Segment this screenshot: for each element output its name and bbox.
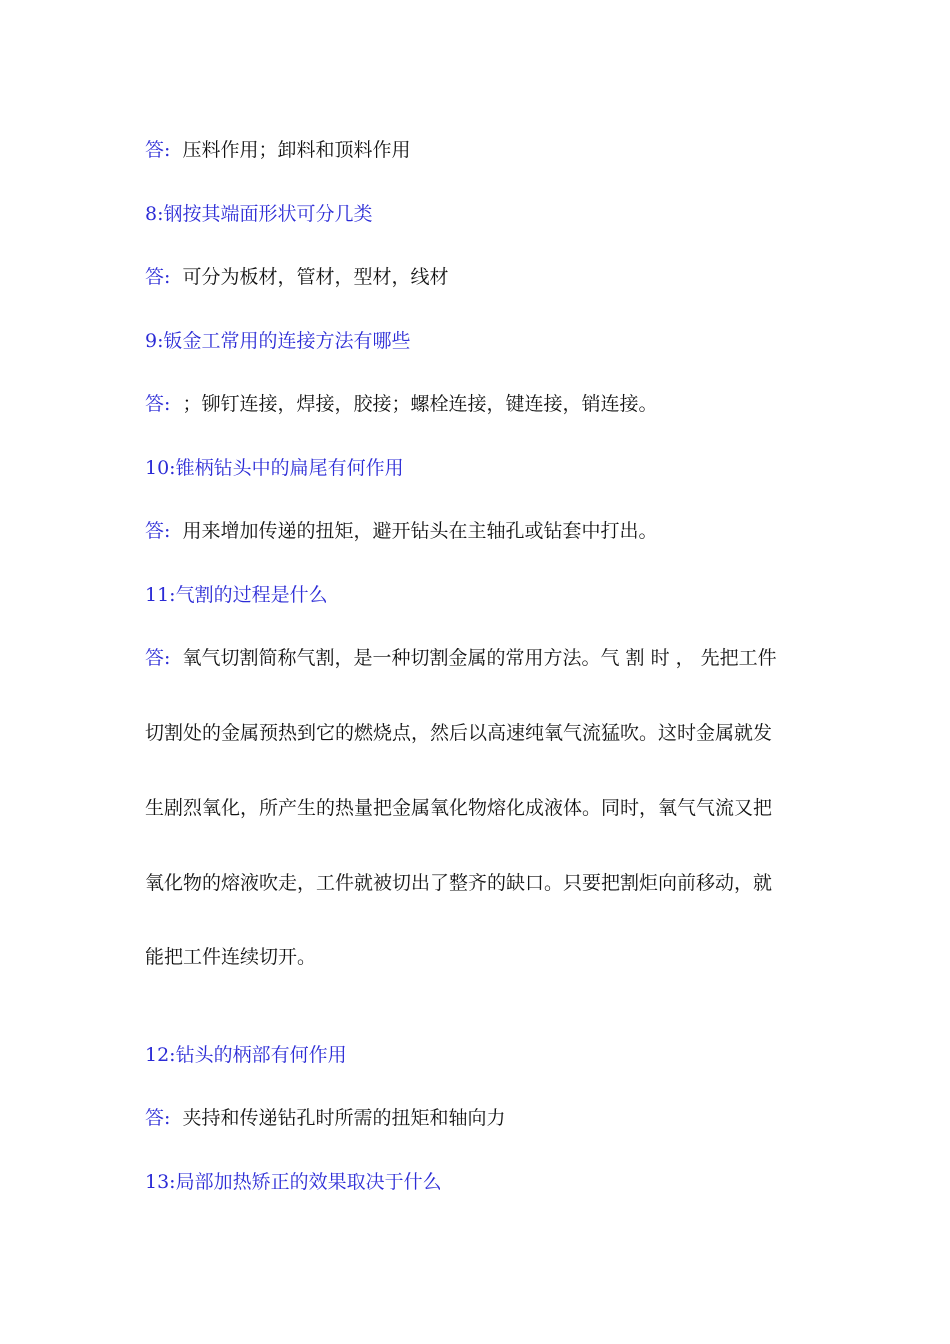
- answer-label: 答:: [145, 266, 171, 288]
- answer-label: 答:: [145, 393, 171, 415]
- answer-text: ；铆钉连接，焊接，胶接；螺栓连接，键连接，销连接。: [182, 393, 658, 415]
- question-heading: 10:锥柄钻头中的扁尾有何作用: [145, 457, 404, 479]
- answer-text: 用来增加传递的扭矩，避开钻头在主轴孔或钻套中打出。: [182, 520, 658, 542]
- answer-line: [145, 264, 449, 290]
- answer-line: [145, 391, 658, 417]
- answer-continuation: 切割处的金属预热到它的燃烧点，然后以高速纯氧气流猛吹。这时金属就发: [145, 722, 773, 744]
- answer-text: 夹持和传递钻孔时所需的扭矩和轴向力: [182, 1107, 506, 1129]
- answer-label: 答:: [145, 647, 171, 669]
- answer-continuation: 能把工件连续切开。: [145, 946, 317, 968]
- answer-text: 压料作用；卸料和顶料作用: [182, 139, 411, 161]
- question-heading: 13:局部加热矫正的效果取决于什么: [145, 1171, 442, 1193]
- answer-text: 氧气切割简称气割，是一种切割金属的常用方法。气 割 时 ， 先把工件: [182, 647, 777, 669]
- question-heading: 12:钻头的柄部有何作用: [145, 1044, 347, 1066]
- question-heading: 9:钣金工常用的连接方法有哪些: [145, 330, 411, 352]
- question-heading: 8:钢按其端面形状可分几类: [145, 203, 373, 225]
- question-heading: 11:气割的过程是什么: [145, 584, 328, 606]
- answer-line: [145, 518, 658, 544]
- answer-continuation: 生剧烈氧化，所产生的热量把金属氧化物熔化成液体。同时，氧气气流又把: [145, 797, 773, 819]
- answer-line: [145, 137, 411, 163]
- answer-text: 可分为板材，管材，型材，线材: [182, 266, 449, 288]
- answer-continuation: 氧化物的熔液吹走，工件就被切出了整齐的缺口。只要把割炬向前移动，就: [145, 872, 773, 894]
- answer-line: [145, 1105, 506, 1131]
- answer-line: [145, 645, 777, 671]
- answer-label: 答:: [145, 520, 171, 542]
- answer-label: 答:: [145, 139, 171, 161]
- answer-label: 答:: [145, 1107, 171, 1129]
